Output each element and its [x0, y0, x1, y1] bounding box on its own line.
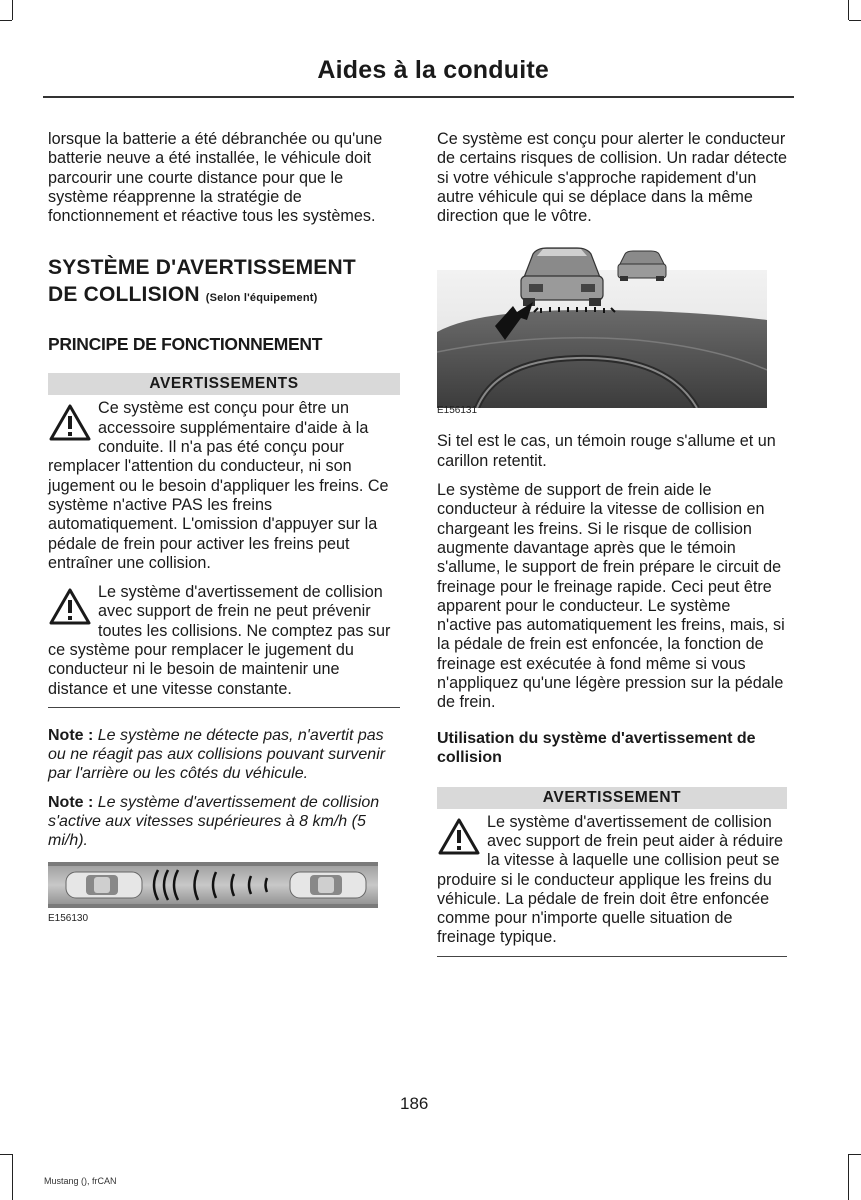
subsection-heading: PRINCIPE DE FONCTIONNEMENT: [48, 334, 323, 355]
crop-mark: [848, 0, 849, 20]
note-text: Le système ne détecte pas, n'avertit pas ou ne réagit pas aux collisions pouvant survenir par l'arrière ou les côtés du véhicule.: [48, 726, 386, 782]
car-icon: [521, 248, 603, 306]
page-number: 186: [400, 1094, 429, 1113]
warning-text: Le système d'avertissement de collision avec support de frein peut aider à réduire la vitesse à laquelle une collision peut se produire si le conducteur applique les freins du véhicule. La pédale de frein doit être enfoncée comme pour n'importe quelle situation de freinage typique.: [437, 812, 784, 947]
car-icon: [618, 251, 666, 281]
note: [48, 793, 400, 850]
intro-paragraph: lorsque la batterie a été débranchée ou qu'une batterie neuve a été installée, le véhicule doit parcourir une courte distance pour que le système réapprenne la stratégie de fonctionnement et réactive tous les systèmes.: [48, 130, 383, 226]
radar-illustration: [48, 862, 378, 908]
crop-mark: [12, 0, 13, 20]
section-option-note: (Selon l'équipement): [205, 292, 318, 305]
warning-block: [48, 583, 400, 699]
note-label: Note :: [48, 793, 94, 811]
section-title-line2: DE COLLISION: [48, 283, 200, 307]
figure-radar-diagram: [48, 862, 400, 924]
left-column: [48, 130, 400, 924]
warning-block: [48, 399, 400, 573]
warning-triangle-icon: [48, 403, 92, 443]
car-icon: [66, 872, 142, 898]
crop-mark: [12, 1154, 13, 1200]
figure-label: E156131: [437, 405, 478, 417]
warning-block: [437, 813, 787, 948]
warning-text: Ce système est conçu pour être un accessoire supplémentaire d'aide à la conduite. Il n'a pas été conçu pour remplacer l'attention du conducteur, ni son jugement ou le besoin d'appliquer les freins. Ce système n'active PAS les freins automatiquement. L'omission d'appuyer sur la pédale de frein pour activer les freins peut entraîner une collision.: [48, 399, 389, 572]
intro-paragraph: Ce système est conçu pour alerter le conducteur de certains risques de collision. Un radar détecte si votre véhicule s'approche rapidement d'un autre véhicule qui se déplace dans la même direction que le vôtre.: [437, 130, 788, 226]
warnings-header: AVERTISSEMENTS: [48, 373, 400, 395]
note: [48, 726, 400, 783]
warning-divider: [48, 707, 400, 708]
warning-header: AVERTISSEMENT: [437, 787, 787, 809]
header-divider: [43, 96, 794, 98]
figure-label: E156130: [48, 912, 89, 924]
crop-mark: [0, 20, 12, 21]
note-label: Note :: [48, 726, 94, 744]
car-icon: [290, 872, 366, 898]
right-column: [437, 130, 787, 975]
crop-mark: [0, 1154, 12, 1155]
note-text: Le système d'avertissement de collision s'active aux vitesses supérieures à 8 km/h (5 mi/h).: [48, 793, 380, 849]
body-paragraph: Le système de support de frein aide le conducteur à réduire la vitesse de collision en chargeant les freins. Si le risque de collision augmente davantage après que le témoin s'allume, le support de frein prépare le circuit de freinage pour le freinage rapide. Ceci peut être apparent pour le conducteur. Le système n'active pas automatiquement les freins, mais, si la pédale de frein est enfoncée, la fonction de freinage est exécutée à fond même si vous n'appliquez qu'une légère pression sur la pédale de frein.: [437, 481, 785, 712]
crop-mark: [849, 1154, 861, 1155]
warning-triangle-icon: [48, 587, 92, 627]
section-title: [48, 254, 400, 312]
body-paragraph: Si tel est le cas, un témoin rouge s'allume et un carillon retentit.: [437, 432, 776, 470]
warning-text: Le système d'avertissement de collision avec support de frein ne peut prévenir toutes les collisions. Ne comptez pas sur ce système pour remplacer le jugement du conducteur ni le besoin de maintenir une distance et une vitesse constante.: [48, 583, 391, 698]
subsection-heading: Utilisation du système d'avertissement de collision: [437, 729, 756, 766]
crop-mark: [849, 20, 861, 21]
page-header-title: Aides à la conduite: [317, 56, 549, 84]
section-title-line1: SYSTÈME D'AVERTISSEMENT: [48, 256, 356, 280]
crop-mark: [848, 1154, 849, 1200]
figure-dashboard-view: [437, 240, 787, 416]
warning-triangle-icon: [437, 817, 481, 857]
document-id: Mustang (), frCAN: [44, 1176, 117, 1186]
windshield-illustration: [437, 240, 767, 408]
warning-divider: [437, 956, 787, 957]
